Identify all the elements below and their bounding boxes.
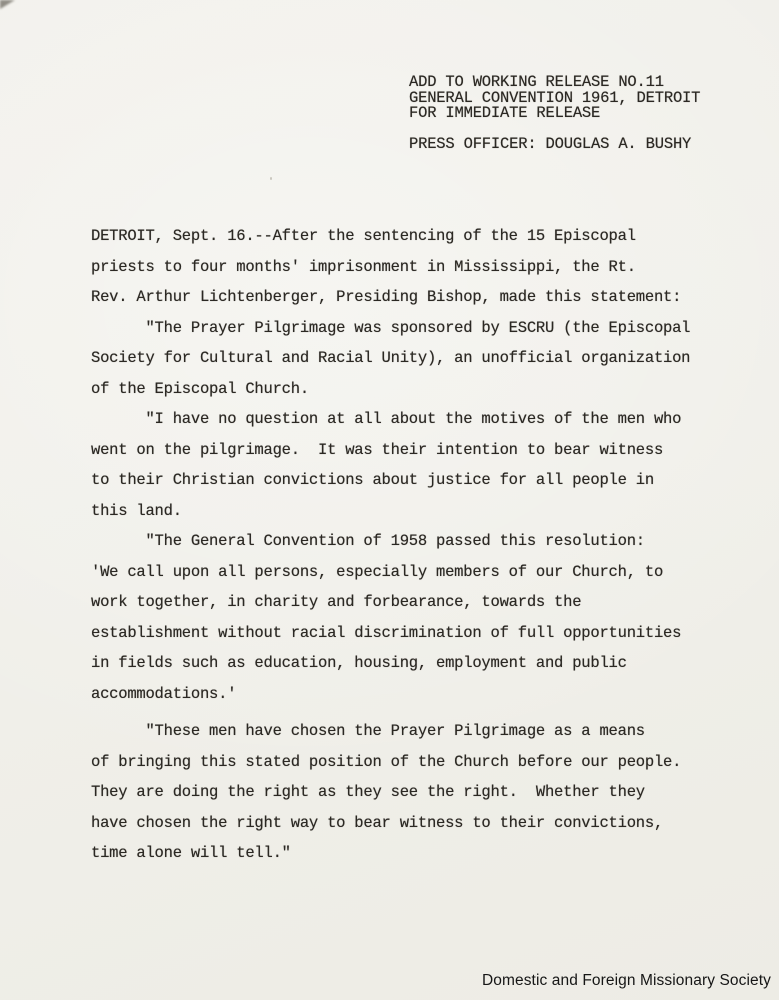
paragraph [91, 716, 690, 869]
text-line: GENERAL CONVENTION 1961, DETROIT [409, 88, 701, 107]
text-line: Rev. Arthur Lichtenberger, Presiding Bishop, made this statement: [91, 288, 682, 306]
text-line: ADD TO WORKING RELEASE NO.11 [409, 73, 664, 91]
release-header-lines [409, 75, 700, 122]
paragraph [91, 526, 690, 709]
attribution-watermark: Domestic and Foreign Missionary Society [481, 972, 771, 989]
text-line: priests to four months' imprisonment in Mississippi, the Rt. [91, 257, 636, 276]
text-line: went on the pilgrimage. It was their intention to bear witness [91, 440, 664, 459]
text-line: They are doing the right as they see the right. Whether they [91, 783, 645, 801]
paper-speck [270, 177, 272, 180]
release-header [409, 75, 700, 153]
text-line: in fields such as education, housing, employment and public [91, 654, 627, 672]
text-line: have chosen the right way to bear witness to their convictions, [91, 813, 664, 832]
text-line: Society for Cultural and Racial Unity), an unofficial organization [91, 349, 691, 367]
paragraph [91, 313, 690, 405]
scan-corner-artifact [0, 0, 15, 9]
text-line: establishment without racial discrimination of full opportunities [91, 623, 682, 642]
document-body [91, 221, 690, 869]
text-line: of bringing this stated position of the Church before our people. [91, 752, 682, 771]
text-line: "I have no question at all about the motives of the men who [91, 410, 682, 428]
text-line: of the Episcopal Church. [91, 379, 309, 398]
text-line: this land. [91, 501, 182, 520]
text-line: time alone will tell." [91, 844, 291, 862]
text-line: "These men have chosen the Prayer Pilgrimage as a means [91, 722, 645, 740]
text-line: to their Christian convictions about justice for all people in [91, 471, 654, 489]
text-line: work together, in charity and forbearance, towards the [91, 593, 582, 611]
paragraph [91, 221, 690, 313]
text-line: DETROIT, Sept. 16.--After the sentencing of the 15 Episcopal [91, 227, 636, 245]
text-line: accommodations.' [91, 684, 237, 703]
text-line: "The General Convention of 1958 passed this resolution: [91, 532, 645, 550]
paragraph [91, 404, 690, 526]
text-line: FOR IMMEDIATE RELEASE [409, 104, 601, 123]
press-officer-line: PRESS OFFICER: DOUGLAS A. BUSHY [409, 135, 692, 154]
text-line: "The Prayer Pilgrimage was sponsored by ESCRU (the Episcopal [91, 318, 691, 337]
text-line: 'We call upon all persons, especially members of our Church, to [91, 562, 664, 581]
